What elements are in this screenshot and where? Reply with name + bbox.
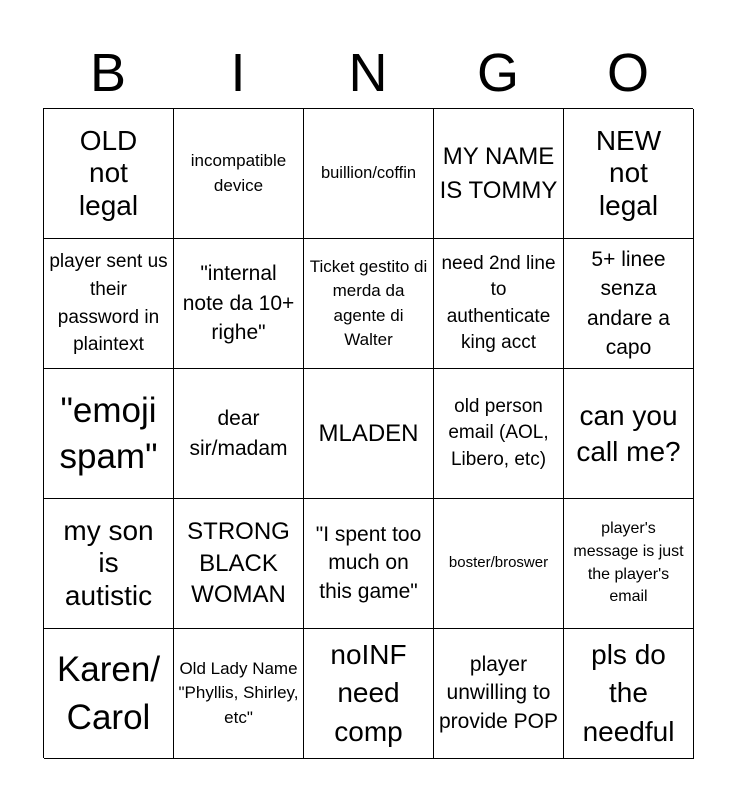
cell-text: incompatible device xyxy=(190,151,287,195)
cell-text: Old Lady Name "Phyllis, Shirley, etc" xyxy=(178,659,299,727)
bingo-grid xyxy=(43,108,693,758)
cell-text: need 2nd line to authenticate king acct xyxy=(441,253,556,353)
bingo-cell[interactable] xyxy=(434,239,564,369)
bingo-header xyxy=(43,38,693,108)
header-letter-o: O xyxy=(606,43,649,103)
bingo-cell[interactable] xyxy=(434,369,564,499)
bingo-cell[interactable] xyxy=(304,629,434,759)
bingo-cell[interactable] xyxy=(174,109,304,239)
cell-text: "emoji spam" xyxy=(59,391,158,476)
bingo-cell[interactable] xyxy=(564,239,694,369)
cell-text: old person email (AOL, Libero, etc) xyxy=(448,396,549,470)
bingo-cell[interactable] xyxy=(174,499,304,629)
cell-text: STRONG BLACK WOMAN xyxy=(187,517,290,609)
bingo-cell[interactable] xyxy=(434,109,564,239)
header-letter-n: N xyxy=(348,43,388,103)
bingo-cell[interactable] xyxy=(44,109,174,239)
bingo-cell[interactable] xyxy=(44,369,174,499)
cell-text: boster/broswer xyxy=(448,554,549,572)
bingo-cell[interactable] xyxy=(304,499,434,629)
cell-text: "internal note da 10+ righe" xyxy=(182,262,295,345)
cell-text: 5+ linee senza andare a capo xyxy=(587,247,670,359)
header-letter-i: I xyxy=(230,43,246,103)
bingo-cell[interactable] xyxy=(434,499,564,629)
bingo-cell[interactable] xyxy=(304,369,434,499)
bingo-cell[interactable] xyxy=(564,369,694,499)
cell-text: MLADEN xyxy=(318,419,419,447)
header-letter-b: B xyxy=(89,43,127,103)
bingo-cell[interactable] xyxy=(434,629,564,759)
cell-text: Ticket gestito di merda da agente di Walter xyxy=(309,257,428,349)
bingo-cell[interactable] xyxy=(174,369,304,499)
cell-text: Karen/ Carol xyxy=(56,650,161,737)
bingo-cell[interactable] xyxy=(304,109,434,239)
cell-text: pls do the needful xyxy=(582,638,675,747)
cell-text: player's message is just the player's email xyxy=(573,520,684,606)
cell-text: "I spent too much on this game" xyxy=(315,522,422,603)
cell-text: OLD not legal xyxy=(78,124,139,221)
cell-text: player unwilling to provide POP xyxy=(438,652,559,733)
header-letter-g: G xyxy=(476,43,519,103)
cell-text: my son is autistic xyxy=(63,514,154,611)
cell-text: NEW not legal xyxy=(595,124,662,221)
bingo-cell[interactable] xyxy=(174,239,304,369)
bingo-cell[interactable] xyxy=(564,499,694,629)
cell-text: can you call me? xyxy=(576,399,681,467)
bingo-cell[interactable] xyxy=(174,629,304,759)
cell-text: dear sir/madam xyxy=(189,407,288,460)
bingo-cell[interactable] xyxy=(564,109,694,239)
cell-text: noINF need comp xyxy=(330,638,407,747)
bingo-cell[interactable] xyxy=(304,239,434,369)
bingo-cell[interactable] xyxy=(564,629,694,759)
cell-text: player sent us their password in plaintext xyxy=(49,251,168,356)
bingo-cell[interactable] xyxy=(44,629,174,759)
bingo-cell[interactable] xyxy=(44,499,174,629)
cell-text: MY NAME IS TOMMY xyxy=(439,142,558,204)
bingo-cell[interactable] xyxy=(44,239,174,369)
cell-text: buillion/coffin xyxy=(320,163,417,182)
